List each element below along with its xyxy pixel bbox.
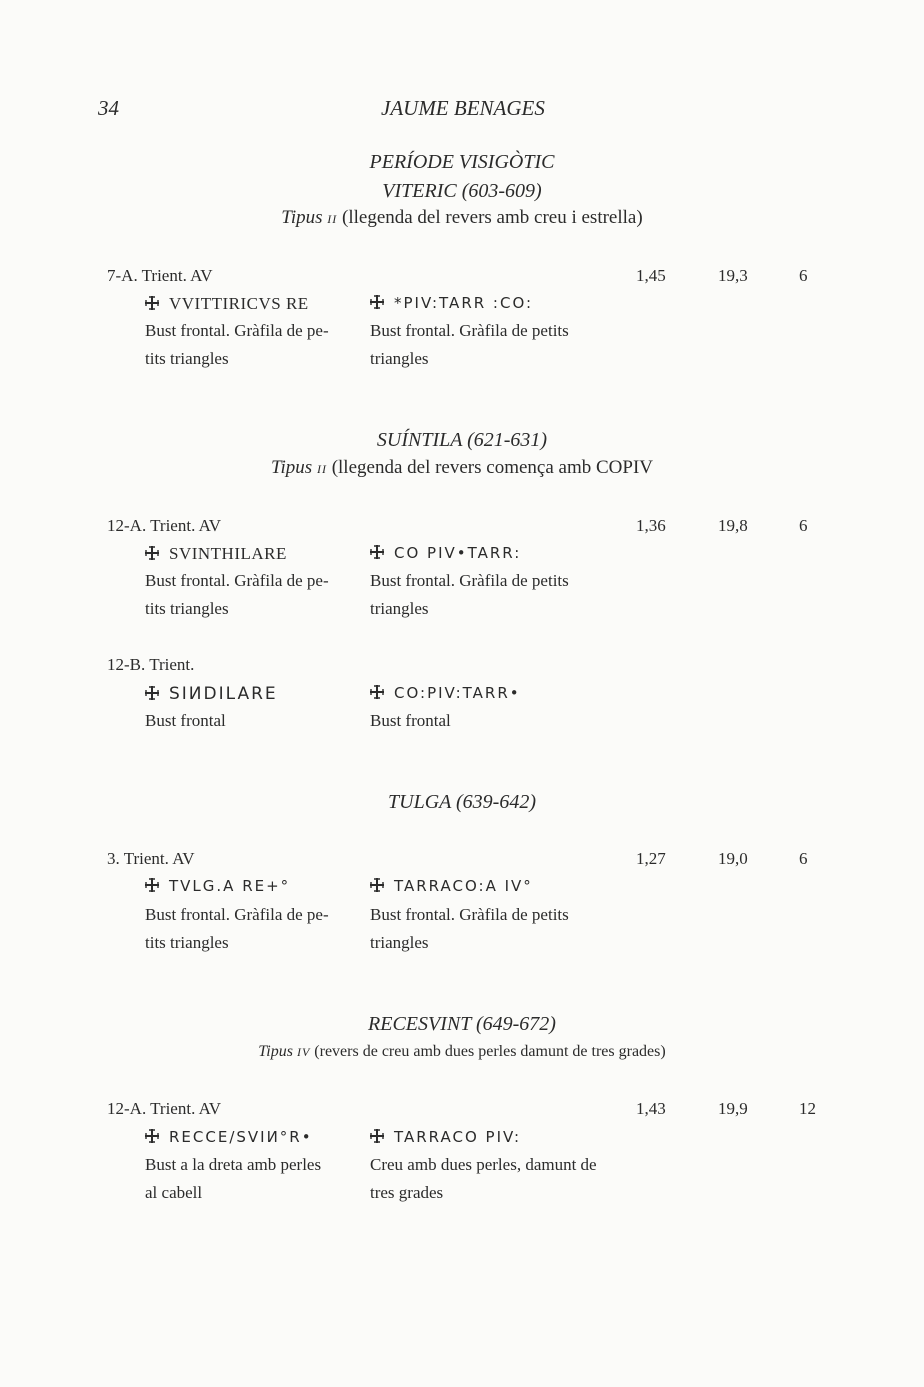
tipus-numeral: II [327,212,338,226]
entry-axis: 12 [799,1099,816,1118]
entry-weight: 1,45 [636,266,666,285]
entry-diameter: 19,3 [718,266,748,285]
reverse-desc-line: Bust frontal. Gràfila de petits [370,571,569,590]
reverse-desc-line: Bust frontal. Gràfila de petits [370,905,569,924]
reverse-desc-line: triangles [370,599,429,618]
entry-weight: 1,43 [636,1099,666,1118]
entry-weight: 1,36 [636,516,666,535]
cross-pattee-icon [370,685,384,699]
tipus-line-suintila [0,457,924,479]
cross-pattee-icon [370,295,384,309]
entry-diameter: 19,8 [718,516,748,535]
reverse-legend: TARRACO:A IV° [394,877,533,895]
obverse-legend: TVLG.A RE+° [169,877,291,895]
obverse-desc-line: Bust frontal [145,711,226,730]
reverse-legend-row [370,684,521,702]
obverse-desc-line: tits triangles [145,933,229,952]
obverse-desc-line: Bust frontal. Gràfila de pe- [145,321,329,340]
tipus-desc: (llegenda del revers amb creu i estrella) [342,207,643,228]
entry-id: 12-A. Trient. AV [107,516,221,535]
reverse-legend: CO:PIV:TARR• [394,684,521,702]
entry-axis: 6 [799,266,808,285]
section-title-suintila: SUÍNTILA (621-631) [376,429,548,451]
cross-pattee-icon [370,1129,384,1143]
section-title-tulga: TULGA (639-642) [388,791,536,813]
reverse-legend-row [370,544,521,562]
reverse-desc-line: triangles [370,349,429,368]
tipus-line-recesvint [0,1043,924,1061]
reverse-desc-line: Creu amb dues perles, damunt de [370,1155,597,1174]
page-number: 34 [98,96,119,120]
tipus-label: Tipus [258,1043,293,1060]
obverse-desc-line: Bust frontal. Gràfila de pe- [145,571,329,590]
reverse-desc-line: triangles [370,933,429,952]
cross-pattee-icon [145,546,159,560]
obverse-legend: SVINTHILARE [169,544,287,563]
entry-axis: 6 [799,516,808,535]
obverse-legend: SIИDILARE [169,684,278,704]
obverse-desc-line: al cabell [145,1183,203,1202]
obverse-desc-line: tits triangles [145,599,229,618]
obverse-legend-row [145,877,290,895]
reverse-desc-line: tres grades [370,1183,444,1202]
entry-id: 12-A. Trient. AV [107,1099,221,1118]
tipus-desc: (llegenda del revers comença amb COPIV [331,457,653,478]
obverse-desc-line: Bust frontal. Gràfila de pe- [145,905,329,924]
entry-id: 7-A. Trient. AV [107,266,213,285]
cross-pattee-icon [145,686,159,700]
obverse-legend-row [145,294,309,314]
cross-pattee-icon [145,1129,159,1143]
tipus-line-viteric [0,207,924,229]
cross-pattee-icon [145,296,159,310]
reverse-legend-row [370,294,533,312]
obverse-desc-line: tits triangles [145,349,229,368]
entry-axis: 6 [799,849,808,868]
obverse-legend-row [145,1128,313,1146]
tipus-desc: (revers de creu amb dues perles damunt de tres grades) [314,1043,666,1060]
reverse-desc-line: Bust frontal [370,711,451,730]
running-title: JAUME BENAGES [381,96,545,120]
reverse-legend: *PIV:TARR :CO: [394,294,534,312]
cross-pattee-icon [370,545,384,559]
section-title-viteric: VITERIC (603-609) [382,180,542,202]
tipus-label: Tipus [271,457,313,478]
reverse-legend: TARRACO PIV: [394,1128,522,1146]
cross-pattee-icon [370,878,384,892]
obverse-legend-row [145,684,278,704]
obverse-legend: VVITTIRICVS RE [169,294,309,313]
section-title-recesvint: RECESVINT (649-672) [368,1013,556,1035]
obverse-legend-row [145,544,287,564]
entry-weight: 1,27 [636,849,666,868]
reverse-legend-row [370,1128,521,1146]
reverse-desc-line: Bust frontal. Gràfila de petits [370,321,569,340]
reverse-legend: CO PIV•TARR: [394,544,522,562]
entry-diameter: 19,9 [718,1099,748,1118]
tipus-numeral: IV [296,1045,311,1059]
entry-id: 12-B. Trient. [107,655,195,674]
entry-id: 3. Trient. AV [107,849,195,868]
reverse-legend-row [370,877,533,895]
tipus-label: Tipus [281,207,323,228]
obverse-desc-line: Bust a la dreta amb perles [145,1155,322,1174]
cross-pattee-icon [145,878,159,892]
tipus-numeral: II [316,462,327,476]
obverse-legend: RECCE/SVIИ°R• [169,1128,313,1146]
entry-diameter: 19,0 [718,849,748,868]
section-title-period: PERÍODE VISIGÒTIC [369,151,555,173]
